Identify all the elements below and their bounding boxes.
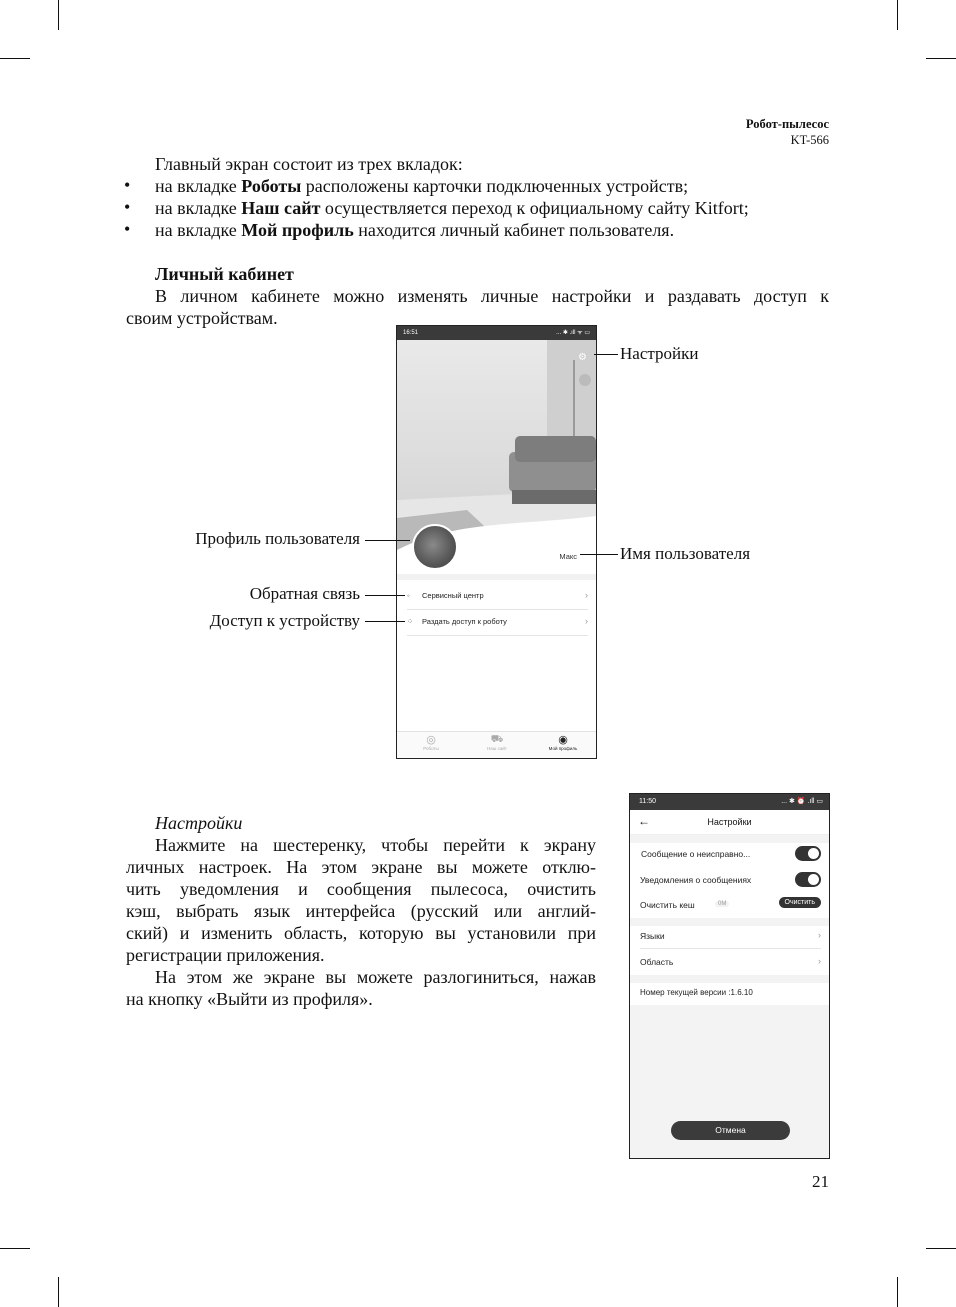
toggle-label: Сообщение о неисправно... xyxy=(641,849,751,859)
cart-icon: ⛟ xyxy=(490,734,504,745)
region-label: Область xyxy=(640,957,674,967)
section-gap xyxy=(630,975,829,983)
back-arrow-icon[interactable]: ← xyxy=(638,814,650,828)
menu-label: Сервисный центр xyxy=(422,591,484,600)
bullet-site: на вкладке Наш сайт осуществляется переход к официальному сайту Kitfort; xyxy=(155,198,749,218)
crop-mark xyxy=(897,1277,898,1307)
section-gap xyxy=(630,835,829,843)
status-bar xyxy=(397,326,596,340)
nav-bar xyxy=(630,810,829,835)
cancel-button[interactable]: Отмена xyxy=(671,1121,790,1140)
divider xyxy=(407,635,588,636)
divider xyxy=(407,609,588,610)
nav-title: Настройки xyxy=(707,817,752,827)
chevron-right-icon: › xyxy=(818,956,821,966)
fault-toggle[interactable] xyxy=(795,846,821,861)
settings-line: личных настроек. На этом экране вы можете отклю- xyxy=(126,857,596,877)
version-label: Номер текущей версии :1.6.10 xyxy=(640,988,753,997)
cache-label: Очистить кеш xyxy=(640,900,695,910)
crop-mark xyxy=(58,1277,59,1307)
settings-line: кэш, выбрать язык интерфейса (русский или англий- xyxy=(126,901,596,921)
tab-site[interactable] xyxy=(482,734,512,751)
cabinet-heading: Личный кабинет xyxy=(155,264,294,284)
crop-mark xyxy=(926,58,956,59)
callout-line xyxy=(365,621,405,622)
tab-my-profile[interactable] xyxy=(543,734,583,751)
chevron-right-icon: › xyxy=(585,590,588,600)
crop-mark xyxy=(926,1248,956,1249)
status-bar xyxy=(630,794,829,810)
clear-cache-button[interactable]: Очистить xyxy=(779,897,821,908)
section-gap xyxy=(630,918,829,926)
gear-icon[interactable]: ⚙ xyxy=(578,352,587,363)
cache-size: 0M xyxy=(715,901,729,907)
callout-line xyxy=(594,354,618,355)
robot-icon: ◎ xyxy=(426,734,436,746)
callout-line xyxy=(365,540,410,541)
menu-label: Раздать доступ к роботу xyxy=(422,617,507,626)
chat-icon: ◦ xyxy=(407,591,410,600)
share-icon: ⁘ xyxy=(407,617,414,626)
intro-lead: Главный экран состоит из трех вкладок: xyxy=(155,154,463,174)
callout-feedback: Обратная связь xyxy=(249,584,360,603)
tab-label: Мой профиль xyxy=(548,746,578,751)
crop-mark xyxy=(0,58,30,59)
settings-heading: Настройки xyxy=(155,813,243,833)
status-time: 11:50 xyxy=(639,798,656,805)
section-gap xyxy=(397,574,596,580)
settings-screenshot xyxy=(629,793,830,1159)
callout-profile: Профиль пользователя xyxy=(195,529,360,548)
user-name: Макс xyxy=(559,552,577,561)
bullet-marker: • xyxy=(124,175,131,195)
avatar[interactable] xyxy=(412,524,458,570)
chevron-right-icon: › xyxy=(585,616,588,626)
languages-label: Языки xyxy=(640,931,665,941)
status-icons: ... ✱ ⏰ .ıll ▭ xyxy=(781,798,823,805)
bullet-marker: • xyxy=(124,219,131,239)
chevron-right-icon: › xyxy=(818,930,821,940)
crop-mark xyxy=(0,1248,30,1249)
profile-screenshot xyxy=(396,325,597,759)
bullet-profile: на вкладке Мой профиль находится личный кабинет пользователя. xyxy=(155,220,675,240)
settings-line: на кнопку «Выйти из профиля». xyxy=(126,989,373,1009)
tab-robots[interactable] xyxy=(417,734,445,751)
profile-icon: ◉ xyxy=(558,734,568,746)
callout-line xyxy=(365,595,405,596)
settings-line: ский) и изменить область, которую вы установили при xyxy=(126,923,596,943)
bullet-marker: • xyxy=(124,197,131,217)
crop-mark xyxy=(58,0,59,30)
callout-line xyxy=(580,554,618,555)
page-number: 21 xyxy=(812,1172,829,1191)
divider xyxy=(640,948,821,949)
settings-line: Нажмите на шестеренку, чтобы перейти к экрану xyxy=(155,835,596,855)
cabinet-para-line1: В личном кабинете можно изменять личные настройки и раздавать доступ к xyxy=(155,286,829,306)
toggle-label: Уведомления о сообщениях xyxy=(640,875,752,885)
callout-access: Доступ к устройству xyxy=(209,611,360,630)
settings-line: чить уведомления и сообщения пылесоса, очистить xyxy=(126,879,596,899)
status-icons: ... ✱ .ıll ᯤ ▭ xyxy=(556,330,590,336)
bullet-robots: на вкладке Роботы расположены карточки подключенных устройств; xyxy=(155,176,689,196)
callout-username: Имя пользователя xyxy=(620,544,751,563)
tab-bar xyxy=(397,731,596,758)
header-model: KT-566 xyxy=(790,133,829,147)
header-product: Робот-пылесос xyxy=(745,117,829,131)
settings-line: На этом же экране вы можете разлогиниться, нажав xyxy=(155,967,596,987)
notifications-toggle[interactable] xyxy=(795,872,821,887)
settings-line: регистрации приложения. xyxy=(126,945,325,965)
tab-label: Наш сайт xyxy=(487,746,507,751)
tab-label: Роботы xyxy=(423,746,439,751)
callout-settings: Настройки xyxy=(620,344,699,363)
status-time: 16:51 xyxy=(403,330,419,336)
crop-mark xyxy=(897,0,898,30)
cabinet-para-line2: своим устройствам. xyxy=(126,308,278,328)
